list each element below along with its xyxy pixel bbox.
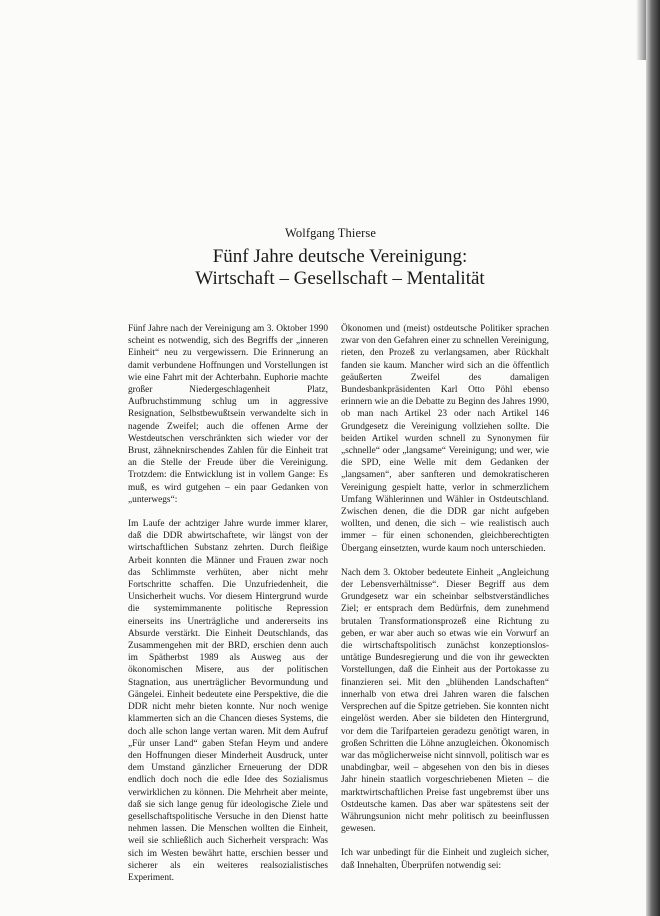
paragraph: Nach dem 3. Oktober bedeutete Einheit „Angleichung der Lebensverhältnisse“. Dieser Begriff aus dem Grundgesetz war ein scheinbar selbstverständliches Ziel; er entsprach dem Bedürfnis, dem zunehmend brutalen Transformationsprozeß eine Richtung zu geben, er war aber auch so etwas wie ein Vorwurf an die wirtschaftspolitisch zunächst konzeptionslos-untätige Bundesregierung und die von ihr geweckten Vorstellungen, daß die Einheit aus der Portokasse zu finanzieren sei. Mit den „blühenden Landschaften“ innerhalb von etwa drei Jahren waren die falschen Versprechen auf die Spitze getrieben. Sie konnten nicht eingelöst werden. Aber sie bildeten den Hintergrund, vor dem die Tarifparteien geradezu genötigt waren, in großen Schritten die Löhne anzugleichen. Ökonomisch war das möglicherweise nicht sinnvoll, politisch war es unabdingbar, weil – abgesehen von den bis in dieses Jahr hinein staatlich vorgeschriebenen Mieten – die marktwirtschaftlichen Preise fast ungebremst über uns Ostdeutsche kamen. Das aber war spätestens seit der Währungsunion nicht mehr politisch zu beeinflussen gewesen.	[341, 567, 549, 835]
paragraph: Im Laufe der achtziger Jahre wurde immer klarer, daß die DDR abwirtschaftete, wir längst von der wirtschaftlichen Substanz zehrten. Durch fleißige Arbeit konnten die Männer und Frauen zwar noch das Schlimmste verhüten, aber nicht mehr Fortschritte schaffen. Die Unzufriedenheit, die Unsicherheit wuchs. Vor diesem Hintergrund wurde die systemimmanente politische Repression einerseits ins Unerträgliche und andererseits ins Absurde verstärkt. Die Einheit Deutschlands, das Zusammengehen mit der BRD, erschien denn auch im Spätherbst 1989 als Ausweg aus der ökonomischen Misere, aus der politischen Stagnation, aus unerträglicher Bevormundung und Gängelei. Einheit bedeutete eine Perspektive, die die DDR nicht mehr bieten konnte. Nur noch wenige klammerten sich an die Chancen dieses Systems, die doch alle schon lange vertan waren. Mit dem Aufruf „Für unser Land“ gaben Stefan Heym und andere den Hoffnungen dieser Minderheit Ausdruck, unter dem Umstand gänzlicher Erneuerung der DDR endlich doch noch die edle Idee des Sozialismus verwirklichen zu können. Die Mehrheit aber meinte, daß sie sich lange genug für ideologische Ziele und gesellschaftspolitische Versuche in den Dienst hatte nehmen lassen. Die Menschen wollten die Einheit, weil sie schließlich auch Sicherheit versprach: Was sich im Westen bewährt hatte, erschien besser und sicherer als ein weiteres realsozialistisches Experiment.	[128, 519, 328, 883]
right-column	[341, 323, 549, 884]
paragraph: Ökonomen und (meist) ostdeutsche Politiker sprachen zwar von den Gefahren einer zu schnellen Vereinigung, rieten, den Prozeß zu verlangsamen, aber Rückhalt fanden sie kaum. Mancher wird sich an die öffentlich geäußerten Zweifel des damaligen Bundesbankpräsidenten Karl Otto Pöhl ebenso erinnern wie an die Debatte zu Beginn des Jahres 1990, ob man nach Artikel 23 oder nach Artikel 146 Grundgesetz die Vereinigung vollziehen sollte. Die beiden Artikel wurden schnell zu Synonymen für „schnelle“ oder „langsame“ Vereinigung; und wer, wie die SPD, eine Welle mit dem Gedanken der „langsamen“, aber sanfteren und demokratischeren Vereinigung gespielt hatte, verlor in schmerzlichem Umfang Wählerinnen und Wähler in Ostdeutschland. Zwischen denen, die die DDR gar nicht aufgeben wollten, und denen, die sich – wie realistisch auch immer – für einen schonenden, gleichberechtigten Übergang einsetzten, wurde kaum noch unterschieden.	[341, 324, 549, 554]
title-line-1: Fünf Jahre deutsche Vereinigung:	[212, 246, 468, 267]
author-name: Wolfgang Thierse	[285, 226, 376, 240]
title-line-2: Wirtschaft – Gesellschaft – Mentalität	[195, 268, 485, 289]
scan-edge-shadow-top	[636, 0, 646, 60]
paragraph: Ich war unbedingt für die Einheit und zugleich sicher, daß Innehalten, Überprüfen notwendig sei:	[341, 848, 549, 871]
scan-edge-shadow	[646, 0, 660, 916]
paragraph: Fünf Jahre nach der Vereinigung am 3. Oktober 1990 scheint es notwendig, sich des Begriffs der „inneren Einheit“ neu zu vergewissern. Die Erinnerung an damit verbundene Hoffnungen und Vorstellungen ist wie eine Fahrt mit der Achterbahn. Euphorie machte großer Niedergeschlagenheit Platz, Aufbruchstimmung schlug um in aggressive Resignation, Selbstbewußtsein verwandelte sich in nagende Zweifel; auch die offenen Arme der Westdeutschen verschränkten sich wieder vor der Brust, zähneknirschendes Zahlen für die Einheit trat an die Stelle der Freude über die Vereinigung. Trotzdem: die Entwicklung ist in vollem Gange: Es muß, es wird gutgehen – ein paar Gedanken von „unterwegs“:	[128, 324, 328, 505]
article-title	[190, 246, 490, 290]
left-column	[128, 323, 328, 896]
